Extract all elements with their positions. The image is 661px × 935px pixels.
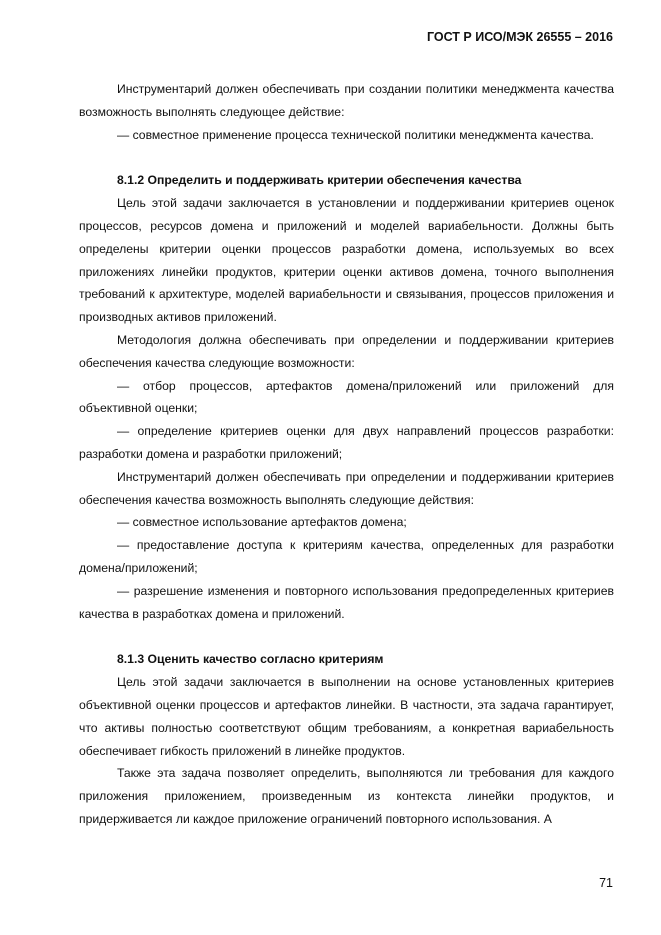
paragraph: Цель этой задачи заключается в выполнении на основе установленных критериев объективной оценки процессов и артефактов линейки. В частности, эта задача гарантирует, что активы полностью соответствуют общим требованиям, а конкретная вариабельность обеспечивает гибкость приложений в линейке продуктов. bbox=[79, 675, 614, 758]
section-heading: 8.1.3 Оценить качество согласно критериям bbox=[117, 652, 384, 667]
page-number: 71 bbox=[599, 876, 613, 890]
list-item: — определение критериев оценки для двух направлений процессов разработки: разработки домена и разработки приложений; bbox=[79, 424, 614, 461]
section-heading: 8.1.2 Определить и поддерживать критерии обеспечения качества bbox=[117, 173, 522, 188]
document-header: ГОСТ Р ИСО/МЭК 26555 – 2016 bbox=[426, 30, 613, 44]
list-item: — разрешение изменения и повторного использования предопределенных критериев качества в разработках домена и приложений. bbox=[79, 583, 614, 621]
paragraph: Инструментарий должен обеспечивать при определении и поддерживании критериев обеспечения качества возможность выполнять следующие действия: bbox=[79, 469, 614, 507]
section-spacer bbox=[79, 146, 614, 169]
list-item: — предоставление доступа к критериям качества, определенных для разработки домена/приложений; bbox=[79, 538, 614, 575]
paragraph: Цель этой задачи заключается в установлении и поддерживании критериев оценок процессов, ресурсов домена и приложений и моделей вариабельности. Должны быть определены критерии оценки процессов разработки домена, используемых во всех приложениях линейки продуктов, критерии оценки активов домена, точного выполнения требований к архитектуре, моделей вариабельности и связывания, процессов приложения и производных активов приложений. bbox=[79, 196, 614, 325]
paragraph: Также эта задача позволяет определить, выполняются ли требования для каждого приложения приложением, произведенным из контекста линейки продуктов, и придерживается ли каждое приложение ограничений повторного использования. А bbox=[79, 766, 614, 826]
section-spacer bbox=[79, 625, 614, 648]
paragraph: Инструментарий должен обеспечивать при создании политики менеджмента качества возможность выполнять следующее действие: bbox=[79, 82, 614, 119]
document-body bbox=[79, 78, 614, 831]
paragraph: Методология должна обеспечивать при определении и поддерживании критериев обеспечения качества следующие возможности: bbox=[79, 332, 614, 370]
list-item: — совместное использование артефактов домена; bbox=[117, 515, 407, 530]
list-item: — совместное применение процесса технической политики менеджмента качества. bbox=[117, 127, 594, 142]
list-item: — отбор процессов, артефактов домена/приложений или приложений для объективной оценки; bbox=[79, 378, 614, 416]
